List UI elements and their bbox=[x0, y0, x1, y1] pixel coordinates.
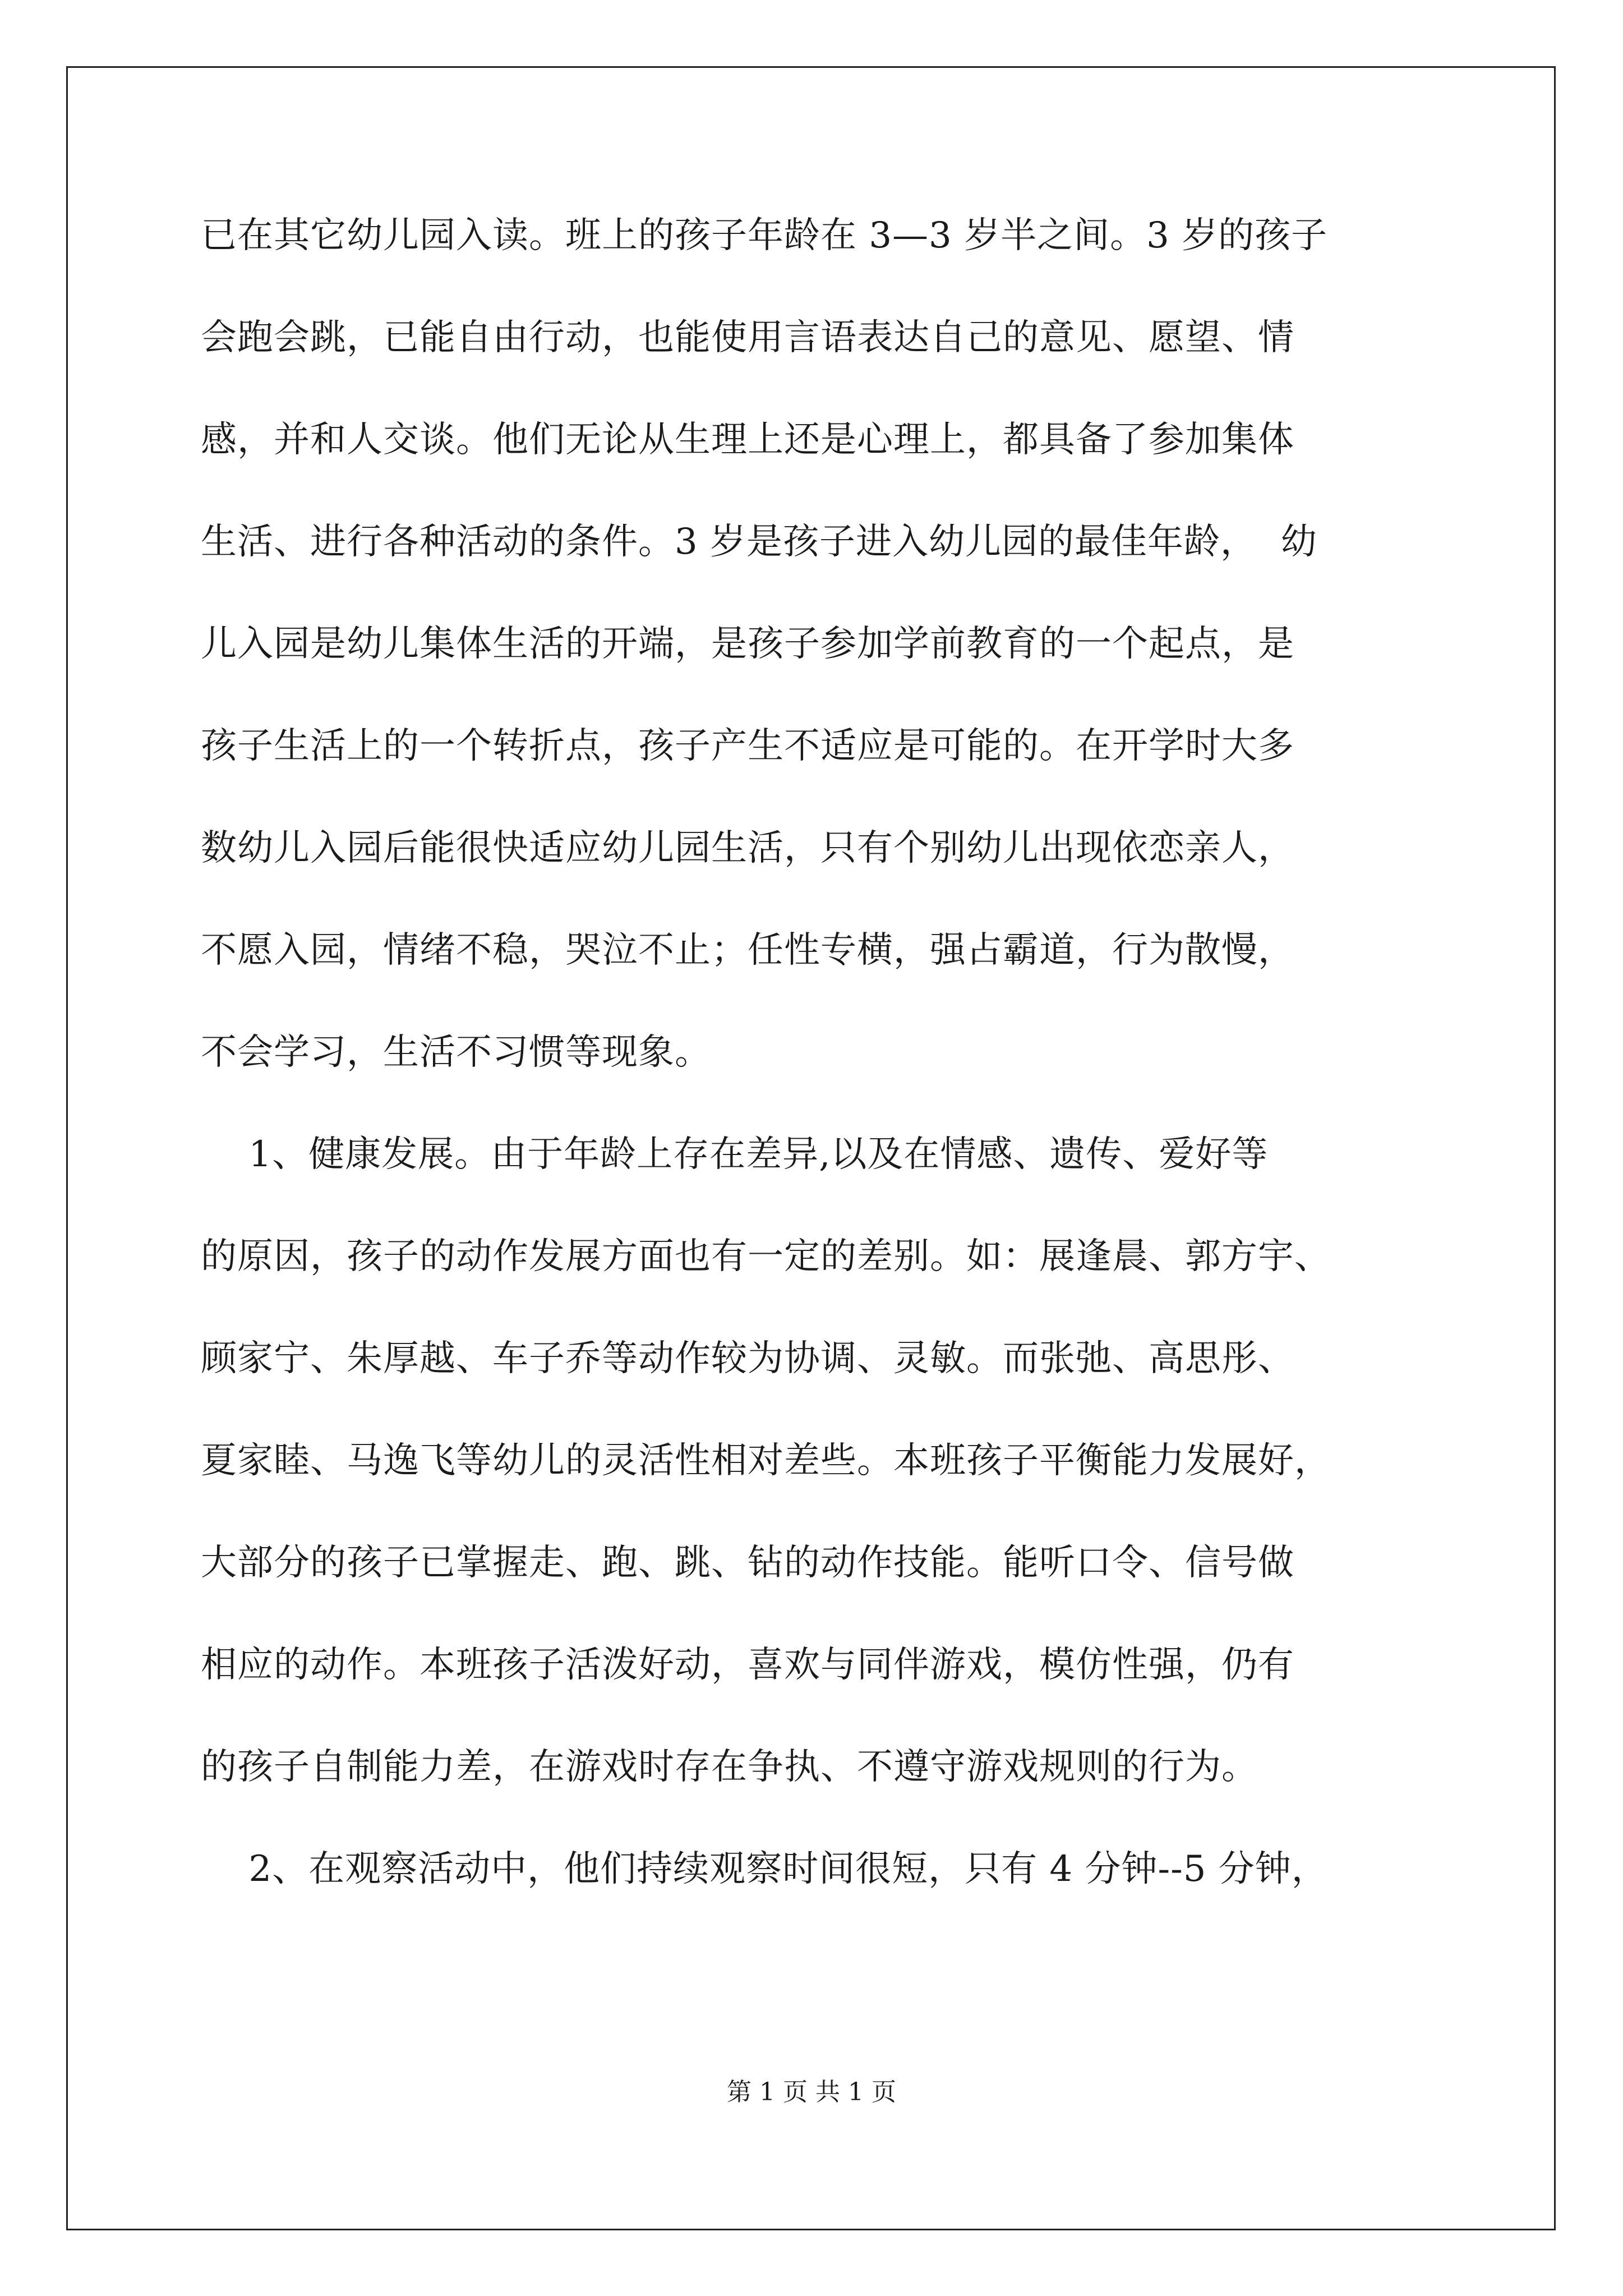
text-line: 感，并和人交谈。他们无论从生理上还是心理上，都具备了参加集体 bbox=[201, 419, 1294, 461]
text-line: 数幼儿入园后能很快适应幼儿园生活，只有个别幼儿出现依恋亲人， bbox=[201, 827, 1294, 869]
text-line: 孩子生活上的一个转折点，孩子产生不适应是可能的。在开学时大多 bbox=[201, 725, 1294, 767]
text-line: 顾家宁、朱厚越、车子乔等动作较为协调、灵敏。而张弛、高思彤、 bbox=[201, 1338, 1294, 1379]
text-line: 生活、进行各种活动的条件。3 岁是孩子进入幼儿园的最佳年龄， 幼 bbox=[201, 521, 1317, 563]
text-line: 不愿入园，情绪不稳，哭泣不止；任性专横，强占霸道，行为散慢， bbox=[201, 930, 1294, 971]
text-line: 会跑会跳，已能自由行动，也能使用言语表达自己的意见、愿望、情 bbox=[201, 317, 1294, 358]
text-line: 儿入园是幼儿集体生活的开端，是孩子参加学前教育的一个起点，是 bbox=[201, 623, 1294, 665]
paragraph-1-start: 1、健康发展。由于年龄上存在差异,以及在情感、遗传、爱好等 bbox=[201, 1134, 1269, 1175]
text-line: 夏家睦、马逸飞等幼儿的灵活性相对差些。本班孩子平衡能力发展好， bbox=[201, 1440, 1331, 1481]
page-footer: 第 1 页 共 1 页 bbox=[727, 2078, 896, 2106]
text-line: 相应的动作。本班孩子活泼好动，喜欢与同伴游戏，模仿性强，仍有 bbox=[201, 1644, 1294, 1686]
text-line: 已在其它幼儿园入读。班上的孩子年龄在 3—3 岁半之间。3 岁的孩子 bbox=[201, 215, 1328, 256]
text-line: 大部分的孩子已掌握走、跑、跳、钻的动作技能。能听口令、信号做 bbox=[201, 1542, 1294, 1584]
text-line: 的原因，孩子的动作发展方面也有一定的差别。如：展逢晨、郭方宇、 bbox=[201, 1236, 1331, 1277]
text-line: 不会学习，生活不习惯等现象。 bbox=[201, 1032, 711, 1073]
text-line: 的孩子自制能力差，在游戏时存在争执、不遵守游戏规则的行为。 bbox=[201, 1746, 1258, 1788]
paragraph-2-start: 2、在观察活动中，他们持续观察时间很短，只有 4 分钟--5 分钟， bbox=[201, 1848, 1328, 1890]
